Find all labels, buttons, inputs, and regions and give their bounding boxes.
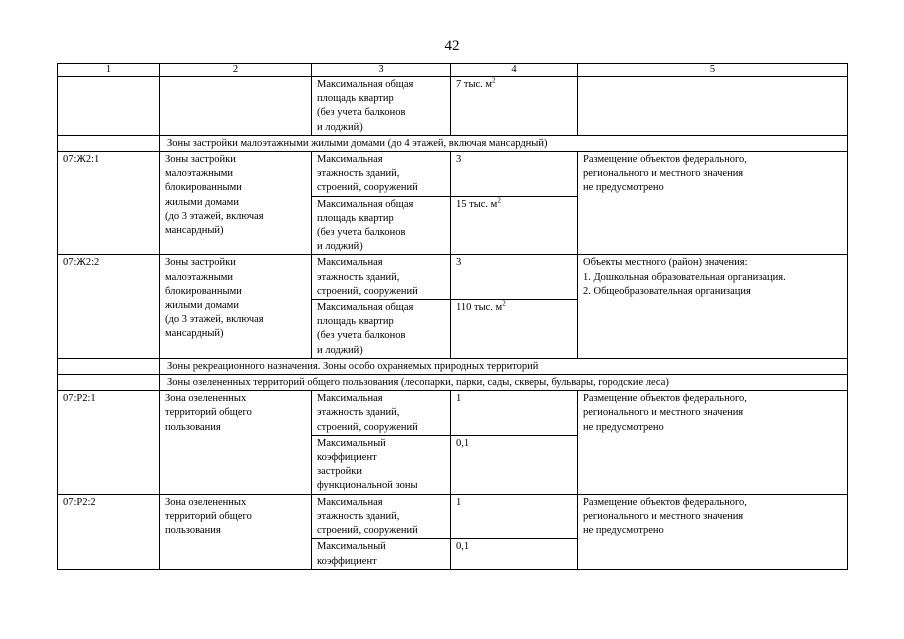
parameter-value-cell: 0,1 xyxy=(451,539,578,569)
parameter-name-cell: Максимальный коэффициент застройки функциональной зоны xyxy=(312,435,451,494)
section-title: Зоны рекреационного назначения. Зоны особо охраняемых природных территорий xyxy=(160,358,848,374)
zone-code-cell xyxy=(58,77,160,136)
note-cell xyxy=(578,77,848,136)
parameter-name-cell: Максимальная общая площадь квартир (без учета балконов и лоджий) xyxy=(312,300,451,359)
column-header-2: 2 xyxy=(160,64,312,77)
parameter-name-cell: Максимальная этажность зданий, строений, сооружений xyxy=(312,494,451,539)
column-header-1: 1 xyxy=(58,64,160,77)
zone-code-cell: 07:Ж2:2 xyxy=(58,255,160,358)
parameter-name-cell: Максимальная этажность зданий, строений, сооружений xyxy=(312,152,451,197)
table-row xyxy=(58,77,848,136)
parameter-value-cell: 1 xyxy=(451,391,578,436)
zone-name-cell: Зона озелененных территорий общего пользования xyxy=(160,391,312,494)
section-row xyxy=(58,135,848,151)
table-header-row xyxy=(58,64,848,77)
page-number: 42 xyxy=(444,38,460,54)
parameter-value-cell: 110 тыс. $м^2$ xyxy=(451,300,578,359)
table-row xyxy=(58,494,848,539)
zone-name-cell xyxy=(160,77,312,136)
parameter-value-cell: 7 тыс. $м^2$ xyxy=(451,77,578,136)
column-header-3: 3 xyxy=(312,64,451,77)
parameter-value-cell: 3 xyxy=(451,255,578,300)
parameter-name-cell: Максимальная общая площадь квартир (без учета балконов и лоджий) xyxy=(312,77,451,136)
section-row xyxy=(58,358,848,374)
column-header-4: 4 xyxy=(451,64,578,77)
parameter-value-cell: 15 тыс. $м^2$ xyxy=(451,196,578,255)
parameter-value-cell: 1 xyxy=(451,494,578,539)
zone-code-cell: 07:Ж2:1 xyxy=(58,152,160,255)
table-row xyxy=(58,255,848,300)
zone-name-cell: Зоны застройки малоэтажными блокированными жилыми домами (до 3 этажей, включая мансардный) xyxy=(160,255,312,358)
column-header-5: 5 xyxy=(578,64,848,77)
parameter-name-cell: Максимальная общая площадь квартир (без учета балконов и лоджий) xyxy=(312,196,451,255)
note-cell: Размещение объектов федерального, регионального и местного значения не предусмотрено xyxy=(578,152,848,255)
zone-code-cell xyxy=(58,358,160,374)
parameter-value-cell: 0,1 xyxy=(451,435,578,494)
note-cell: Размещение объектов федерального, регионального и местного значения не предусмотрено xyxy=(578,494,848,569)
zone-code-cell xyxy=(58,135,160,151)
zoning-table xyxy=(57,63,848,570)
parameter-name-cell: Максимальная этажность зданий, строений, сооружений xyxy=(312,391,451,436)
section-title: Зоны застройки малоэтажными жилыми домами (до 4 этажей, включая мансардный) xyxy=(160,135,848,151)
parameter-name-cell: Максимальная этажность зданий, строений, сооружений xyxy=(312,255,451,300)
section-title: Зоны озелененных территорий общего пользования (лесопарки, парки, сады, скверы, бульвары, городские леса) xyxy=(160,375,848,391)
parameter-value-cell: 3 xyxy=(451,152,578,197)
note-cell: Объекты местного (район) значения: 1. Дошкольная образовательная организация. 2. Общеобразовательная организация xyxy=(578,255,848,358)
section-row xyxy=(58,375,848,391)
zone-code-cell: 07:Р2:1 xyxy=(58,391,160,494)
parameter-name-cell: Максимальный коэффициент xyxy=(312,539,451,569)
zone-code-cell xyxy=(58,375,160,391)
zone-name-cell: Зона озелененных территорий общего пользования xyxy=(160,494,312,569)
zone-name-cell: Зоны застройки малоэтажными блокированными жилыми домами (до 3 этажей, включая мансардный) xyxy=(160,152,312,255)
zone-code-cell: 07:Р2:2 xyxy=(58,494,160,569)
table-row xyxy=(58,152,848,197)
table-row xyxy=(58,391,848,436)
note-cell: Размещение объектов федерального, регионального и местного значения не предусмотрено xyxy=(578,391,848,494)
